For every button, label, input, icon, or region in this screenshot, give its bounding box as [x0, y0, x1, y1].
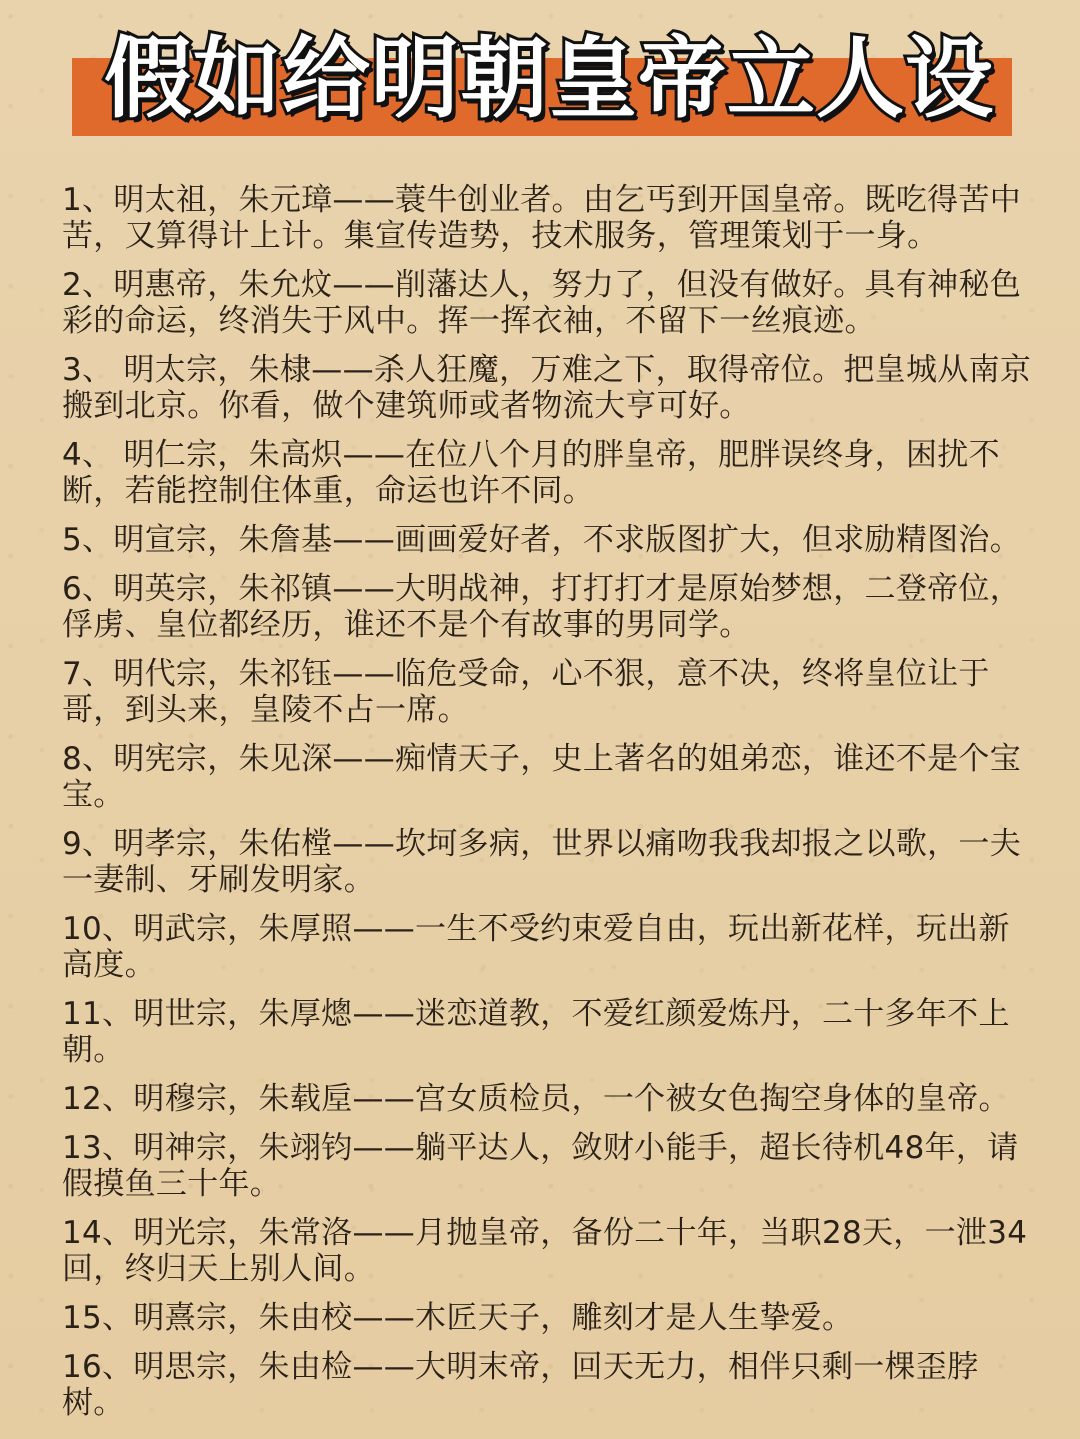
list-item: 12、明穆宗，朱载垕——宫女质检员，一个被女色掏空身体的皇帝。 [62, 1081, 1010, 1117]
emperor-list [62, 182, 1032, 1434]
title-banner [72, 27, 1012, 136]
list-item: 15、明熹宗，朱由校——木匠天子，雕刻才是人生挚爱。 [62, 1300, 854, 1336]
list-item: 5、明宣宗，朱詹基——画画爱好者，不求版图扩大，但求励精图治。 [62, 522, 1022, 558]
list-item: 7、明代宗，朱祁钰——临危受命，心不狠，意不决，终将皇位让于哥，到头来，皇陵不占一席。 [62, 656, 990, 728]
list-item: 13、明神宗，朱翊钧——躺平达人，敛财小能手，超长待机48年，请假摸鱼三十年。 [62, 1130, 1019, 1202]
list-item: 10、明武宗，朱厚照——一生不受约束爱自由，玩出新花样，玩出新高度。 [62, 911, 1010, 983]
list-item: 8、明宪宗，朱见深——痴情天子，史上著名的姐弟恋，谁还不是个宝宝。 [62, 741, 1022, 813]
page-title: 假如给明朝皇帝立人设 [103, 27, 994, 130]
list-item: 4、 明仁宗，朱高炽——在位八个月的胖皇帝，肥胖误终身，困扰不断，若能控制住体重，命运也许不同。 [62, 437, 1000, 509]
list-item: 2、明惠帝，朱允炆——削藩达人，努力了，但没有做好。具有神秘色彩的命运，终消失于风中。挥一挥衣袖，不留下一丝痕迹。 [62, 267, 1022, 339]
list-item: 16、明思宗，朱由检——大明末帝，回天无力，相伴只剩一棵歪脖树。 [62, 1349, 979, 1421]
list-item: 9、明孝宗，朱佑樘——坎坷多病，世界以痛吻我我却报之以歌，一夫一妻制、牙刷发明家。 [62, 826, 1022, 898]
list-item: 11、明世宗，朱厚熜——迷恋道教，不爱红颜爱炼丹，二十多年不上朝。 [62, 996, 1010, 1068]
list-item: 1、明太祖，朱元璋——蓑牛创业者。由乞丐到开国皇帝。既吃得苦中苦，又算得计上计。集宣传造势，技术服务，管理策划于一身。 [62, 182, 1022, 254]
list-item: 14、明光宗，朱常洛——月抛皇帝，备份二十年，当职28天，一泄34回，终归天上别人间。 [62, 1215, 1028, 1287]
list-item: 3、 明太宗，朱棣——杀人狂魔，万难之下，取得帝位。把皇城从南京搬到北京。你看，做个建筑师或者物流大亨可好。 [62, 352, 1032, 424]
list-item: 6、明英宗，朱祁镇——大明战神，打打打才是原始梦想，二登帝位，俘虏、皇位都经历，谁还不是个有故事的男同学。 [62, 571, 1022, 643]
